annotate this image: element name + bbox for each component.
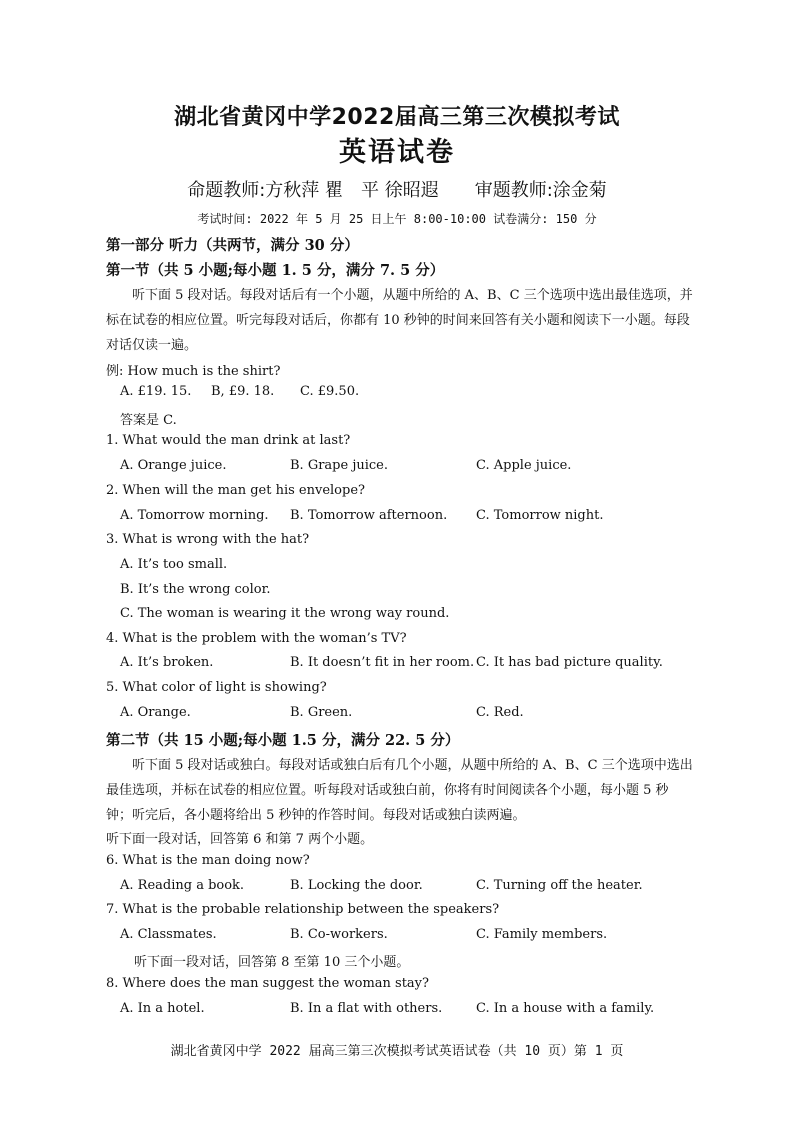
question-7: 7. What is the probable relationship between the speakers?	[106, 902, 500, 917]
q8-option-a: A. In a hotel.	[120, 1001, 205, 1016]
example-question: 例: How much is the shirt?	[106, 364, 281, 379]
exam-subject: 英语试卷	[339, 137, 455, 168]
page-footer: 湖北省黄冈中学 2022 届高三第三次模拟考试英语试卷（共 10 页）第 1 页	[170, 1044, 624, 1059]
q5-option-c: C. Red.	[476, 705, 524, 720]
question-2: 2. When will the man get his envelope?	[106, 483, 365, 498]
q7-option-a: A. Classmates.	[120, 927, 217, 942]
q8-option-c: C. In a house with a family.	[476, 1001, 655, 1016]
q2-option-c: C. Tomorrow night.	[476, 508, 604, 523]
q4-option-a: A. It’s broken.	[120, 655, 214, 670]
q4-option-c: C. It has bad picture quality.	[476, 655, 663, 670]
q6-option-b: B. Locking the door.	[290, 878, 423, 893]
section1-heading: 第一节（共 5 小题;每小题 1. 5 分，满分 7. 5 分）	[106, 262, 445, 279]
example-option-b: B, £9. 18.	[211, 384, 275, 399]
q7-option-c: C. Family members.	[476, 927, 608, 942]
section1-instructions: 听下面 5 段对话。每段对话后有一个小题，从题中所给的 A、B、C 三个选项中选出最佳选项，并标在试卷的相应位置。听完每段对话后，你都有 10 秒钟的时间来回答有关小题和阅读下一小题。每段对话仅读一遍。	[106, 288, 693, 353]
q5-option-a: A. Orange.	[120, 705, 191, 720]
q1-option-b: B. Grape juice.	[290, 458, 388, 473]
q7-option-b: B. Co-workers.	[290, 927, 388, 942]
listening-note-1: 听下面一段对话，回答第 6 和第 7 两个小题。	[106, 832, 374, 847]
section2-heading: 第二节（共 15 小题;每小题 1.5 分，满分 22. 5 分）	[106, 732, 460, 749]
exam-info: 考试时间: 2022 年 5 月 25 日上午 8:00-10:00 试卷满分: 150 分	[197, 212, 597, 226]
q2-option-b: B. Tomorrow afternoon.	[290, 508, 448, 523]
example-option-c: C. £9.50.	[300, 384, 360, 399]
example-answer: 答案是 C.	[120, 413, 177, 428]
q3-option-a: A. It’s too small.	[120, 557, 228, 572]
question-1: 1. What would the man drink at last?	[106, 433, 351, 448]
q2-option-a: A. Tomorrow morning.	[120, 508, 269, 523]
listening-note-2: 听下面一段对话，回答第 8 至第 10 三个小题。	[134, 955, 410, 970]
question-5: 5. What color of light is showing?	[106, 680, 327, 695]
q1-option-a: A. Orange juice.	[120, 458, 227, 473]
q1-option-c: C. Apple juice.	[476, 458, 572, 473]
exam-authors: 命题教师:方秋萍 瞿 平 徐昭遐 审题教师:涂金菊	[187, 180, 607, 201]
q5-option-b: B. Green.	[290, 705, 353, 720]
part1-heading: 第一部分 听力（共两节，满分 30 分）	[106, 237, 359, 254]
q4-option-b: B. It doesn’t fit in her room.	[290, 655, 475, 670]
question-6: 6. What is the man doing now?	[106, 853, 310, 868]
example-option-a: A. £19. 15.	[120, 384, 192, 399]
q8-option-b: B. In a flat with others.	[290, 1001, 443, 1016]
question-8: 8. Where does the man suggest the woman stay?	[106, 976, 429, 991]
q3-option-c: C. The woman is wearing it the wrong way round.	[120, 606, 450, 621]
q3-option-b: B. It’s the wrong color.	[120, 582, 271, 597]
exam-title: 湖北省黄冈中学2022届高三第三次模拟考试	[174, 105, 620, 130]
q6-option-c: C. Turning off the heater.	[476, 878, 643, 893]
section2-instructions: 听下面 5 段对话或独白。每段对话或独白后有几个小题，从题中所给的 A、B、C 三个选项中选出最佳选项，并标在试卷的相应位置。听每段对话或独白前，你将有时间阅读各个小题，每小题 5 秒钟；听完后，各小题将给出 5 秒钟的作答时间。每段对话或独白读两遍。	[106, 758, 693, 823]
q6-option-a: A. Reading a book.	[120, 878, 245, 893]
question-4: 4. What is the problem with the woman’s TV?	[106, 631, 407, 646]
question-3: 3. What is wrong with the hat?	[106, 532, 310, 547]
